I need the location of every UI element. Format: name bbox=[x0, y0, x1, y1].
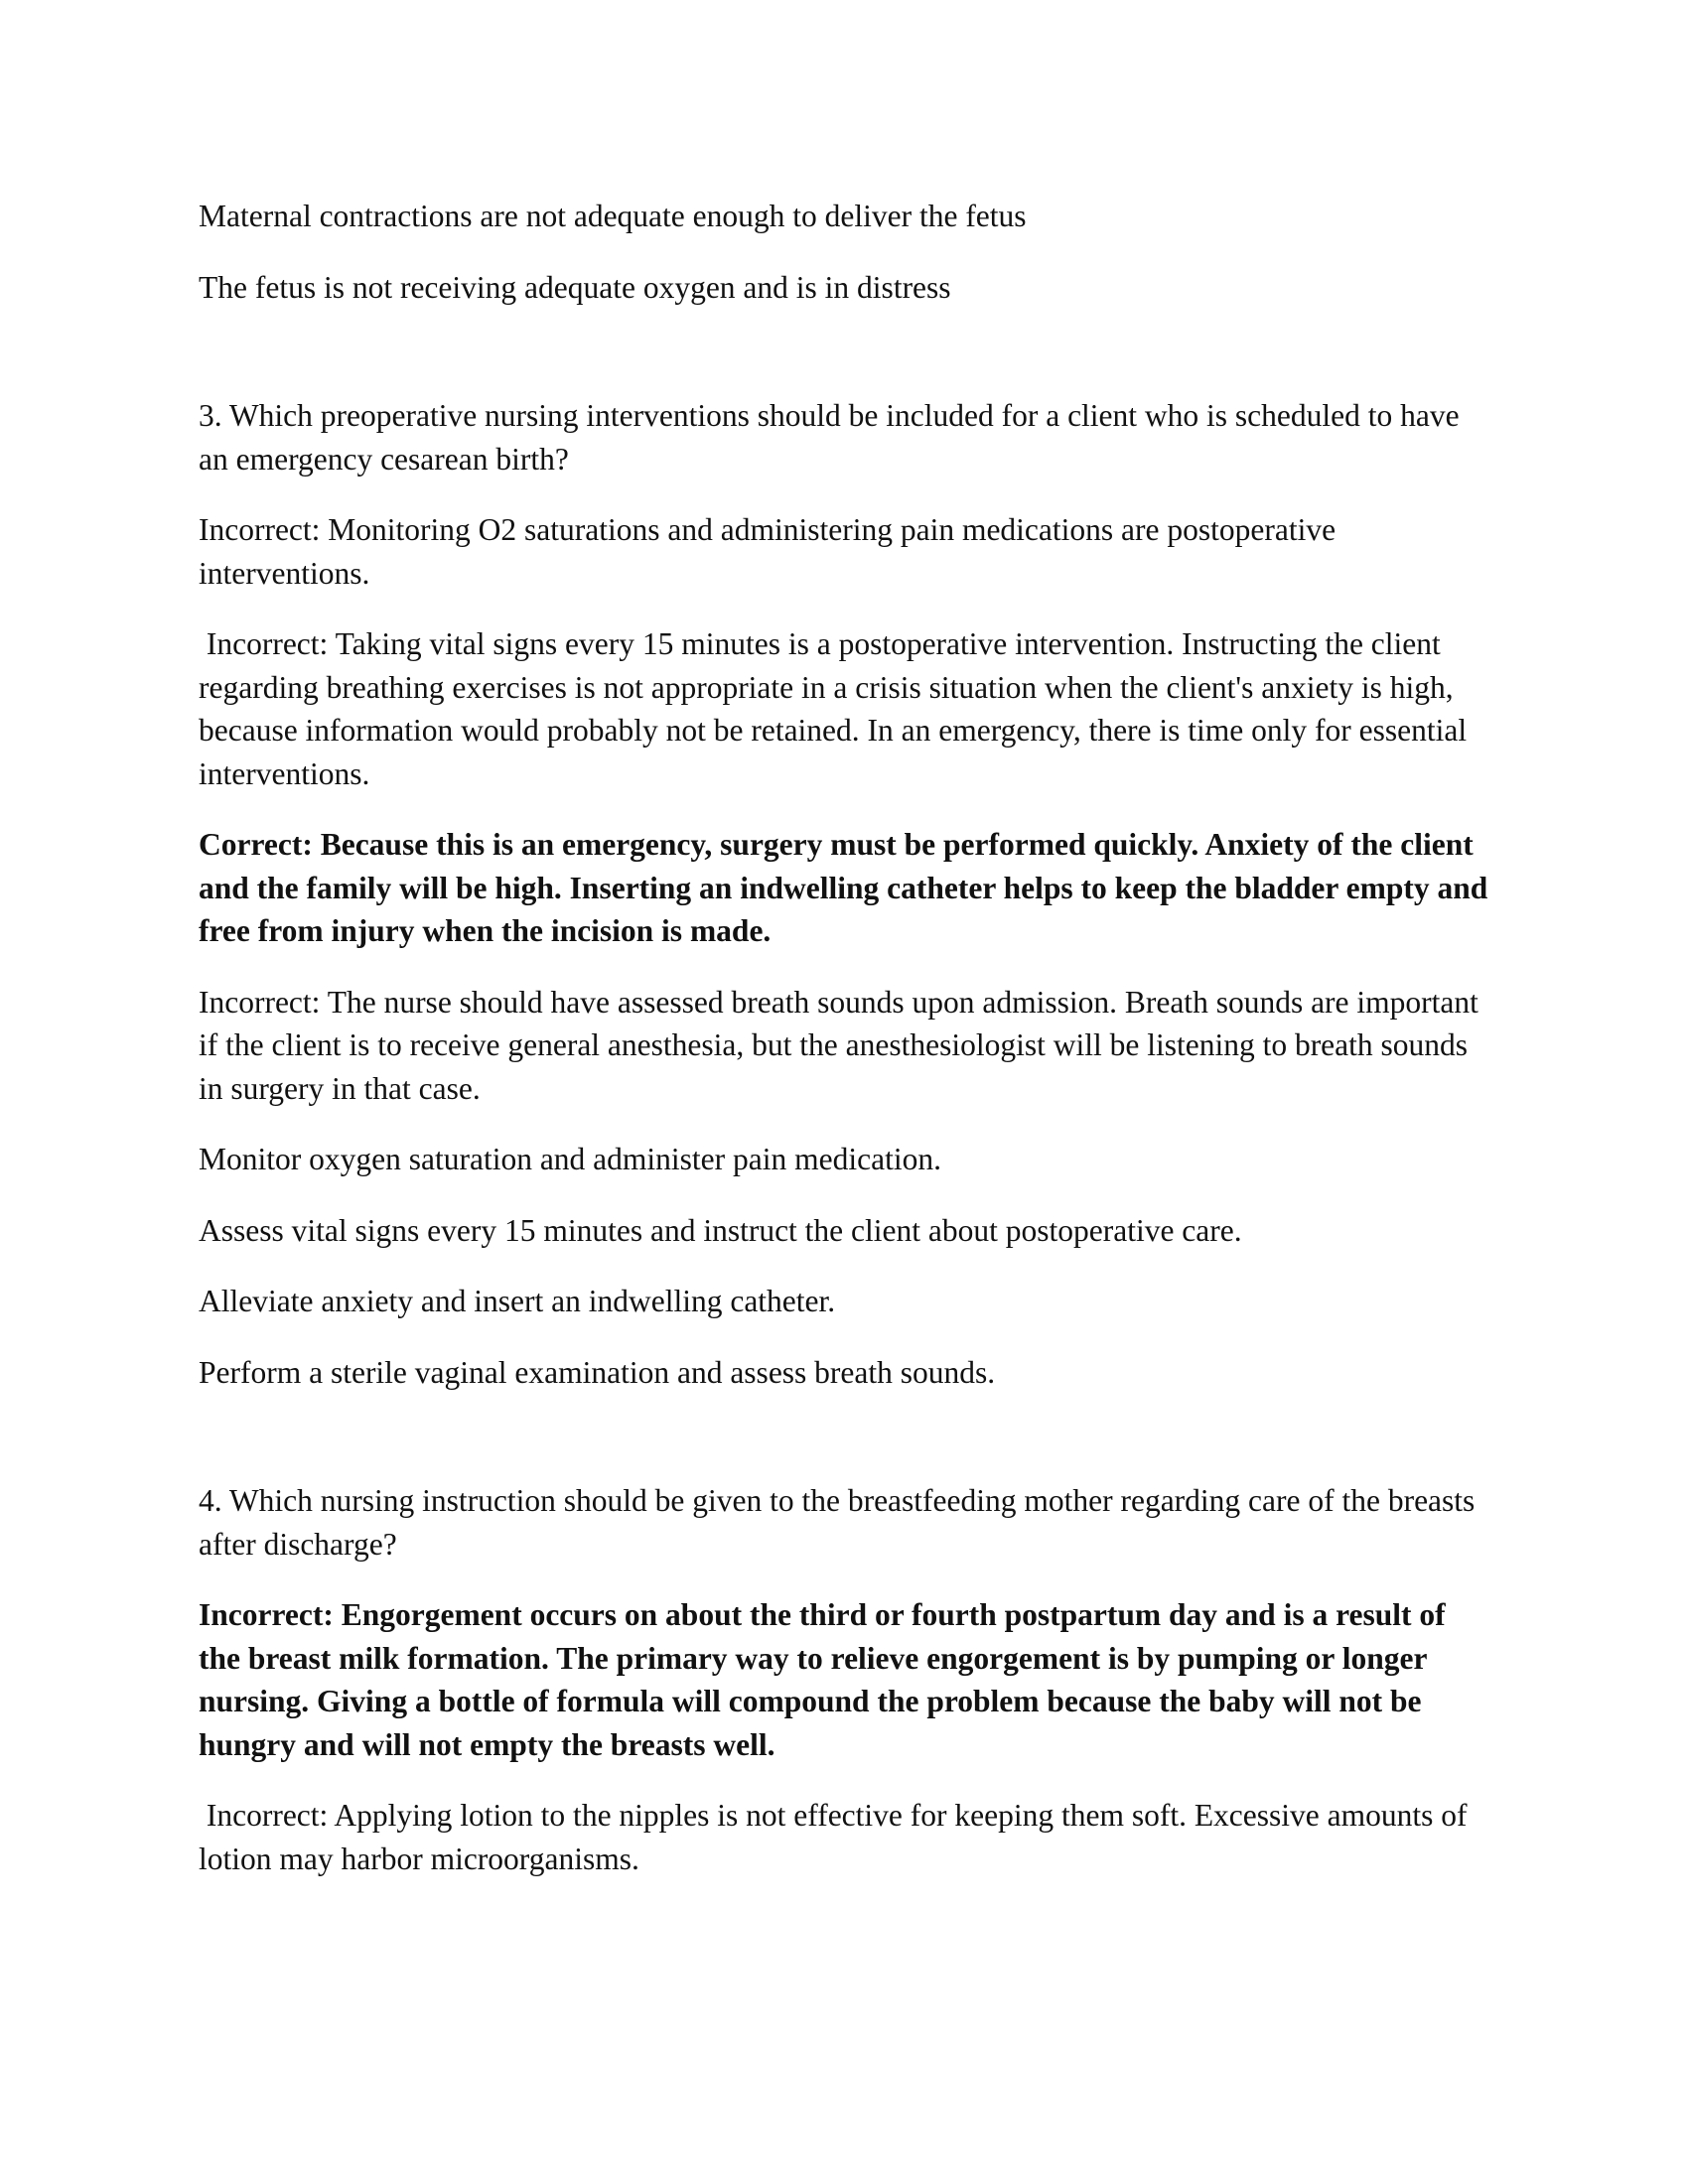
q3-option-1: Monitor oxygen saturation and administer pain medication. bbox=[199, 1142, 941, 1176]
q3-option-4: Perform a sterile vaginal examination and assess breath sounds. bbox=[199, 1354, 996, 1390]
q2-option-1: Maternal contractions are not adequate enough to deliver the fetus bbox=[199, 199, 1027, 233]
q4-feedback-2: Incorrect: Applying lotion to the nipples is not effective for keeping them soft. Excessive amounts of lotion may harbor microorganisms. bbox=[199, 1798, 1476, 1876]
q3-feedback-1: Incorrect: Monitoring O2 saturations and administering pain medications are postoperative interventions. bbox=[199, 512, 1343, 591]
q2-option-2: The fetus is not receiving adequate oxygen and is in distress bbox=[199, 269, 951, 305]
q3-option-3: Alleviate anxiety and insert an indwelling catheter. bbox=[199, 1284, 836, 1318]
document-page bbox=[199, 195, 1496, 1908]
q3-feedback-4: Incorrect: The nurse should have assessed breath sounds upon admission. Breath sounds are important if the client is to receive general anesthesia, but the anesthesiologist will be listening to breath sounds in surgery in that case. bbox=[199, 984, 1486, 1106]
q3-feedback-correct: Correct: Because this is an emergency, surgery must be performed quickly. Anxiety of the client and the family will be high. Inserting an indwelling catheter helps to keep the bladder empty and free from injury when the incision is made. bbox=[199, 827, 1496, 948]
q3-option-2: Assess vital signs every 15 minutes and instruct the client about postoperative care. bbox=[199, 1212, 1242, 1248]
q4-feedback-1: Incorrect: Engorgement occurs on about the third or fourth postpartum day and is a result of the breast milk formation. The primary way to relieve engorgement is by pumping or longer nursing. Giving a bottle of formula will compound the problem because the baby will not be hungry and will not empty the breasts well. bbox=[199, 1597, 1454, 1762]
q4-question: 4. Which nursing instruction should be given to the breastfeeding mother regarding care of the breasts after discharge? bbox=[199, 1483, 1483, 1562]
q3-question: 3. Which preoperative nursing interventions should be included for a client who is scheduled to have an emergency cesarean birth? bbox=[199, 398, 1468, 477]
q3-feedback-2: Incorrect: Taking vital signs every 15 minutes is a postoperative intervention. Instructing the client regarding breathing exercises is not appropriate in a crisis situation when the client's anxiety is high, because information would probably not be retained. In an emergency, there is time only for essential interventions. bbox=[199, 626, 1475, 791]
